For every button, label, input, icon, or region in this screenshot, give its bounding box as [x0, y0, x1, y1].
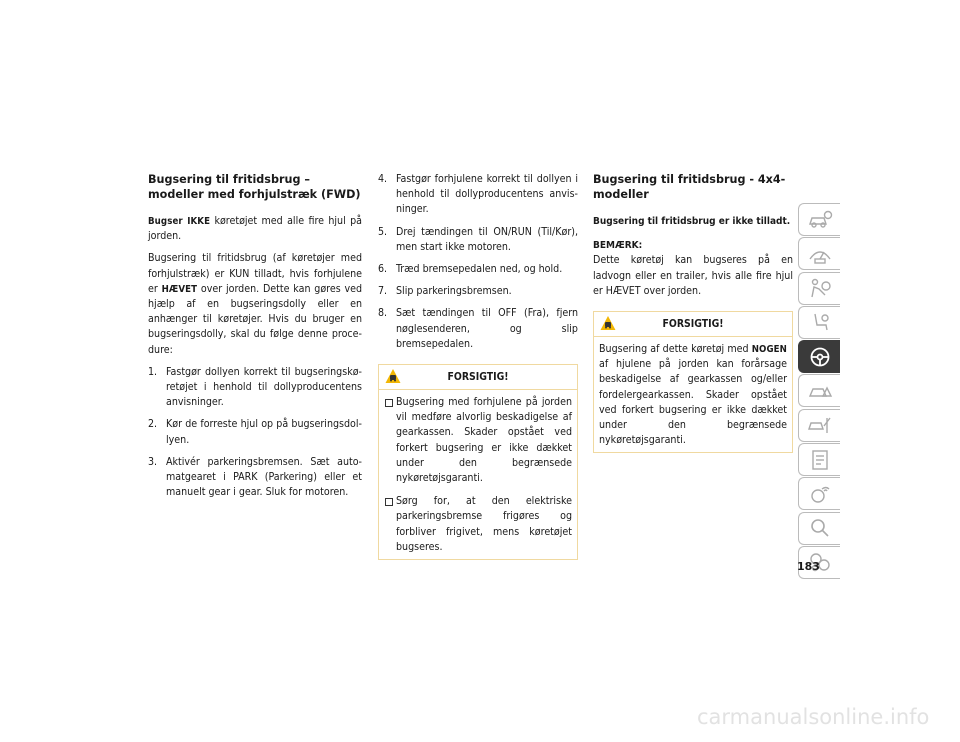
caution-body — [379, 390, 577, 559]
tab-service[interactable] — [798, 409, 840, 442]
paragraph-text: køretøjet med alle fire hjul på jorden. — [148, 215, 362, 243]
step-text: Kør de forreste hjul op på bugseringsdollyen. — [166, 418, 362, 446]
page-number: 183 — [797, 560, 820, 573]
step-number: 8. — [378, 307, 388, 320]
tab-specifications[interactable] — [798, 443, 840, 476]
tab-emergency[interactable] — [798, 374, 840, 407]
caution-box-fwd — [378, 364, 578, 560]
step-text: Slip parkeringsbremsen. — [396, 285, 512, 298]
procedure-step — [148, 455, 362, 501]
tab-seat[interactable] — [798, 306, 840, 339]
procedure-list-part1 — [148, 365, 362, 501]
keyword-haevet: HÆVET — [161, 283, 198, 295]
seat-icon — [807, 311, 833, 333]
emergency-icon — [807, 380, 833, 402]
column-procedure-continued — [378, 172, 578, 560]
caution-body — [594, 337, 792, 452]
subheading-not-allowed: Bugsering til fritidsbrug er ikke tilladt. — [593, 216, 791, 227]
service-icon — [807, 414, 833, 436]
procedure-step — [378, 225, 578, 255]
paragraph-text: Bugsering til fritidsbrug (af køretøjer med forhjulstræk) er KUN tilladt, hvis forhjulene er — [148, 252, 362, 295]
procedure-step — [378, 172, 578, 218]
step-number: 4. — [378, 173, 388, 185]
caution-header — [379, 365, 577, 390]
step-text: Sæt tændingen til OFF (Fra), fjern nøglesenderen, og slip bremsepedalen. — [396, 307, 578, 350]
step-number: 3. — [148, 455, 158, 468]
caution-text-part: af hjulene på jorden kan forårsage beskadigelse af gearkassen og/eller fordelergearkassen. Skader opstået ved forkert bugsering er ikke dækket under den begrænsede nykøretøjsgaranti. — [599, 358, 787, 447]
search-icon — [807, 517, 833, 539]
safety-icon — [807, 277, 833, 299]
tab-index[interactable] — [798, 512, 840, 545]
note-text: Dette køretøj kan bugseres på en ladvogn eller en trailer, hvis alle fire hjul er HÆVET over jorden. — [593, 254, 793, 297]
caution-text: Bugsering med forhjulene på jorden vil medføre alvorlig beskadigelse af gearkassen. Skader opstået ved forkert bugsering er ikke dækket under den begrænsede nykøretøjsgaranti. — [396, 396, 572, 485]
note-label: BEMÆRK: — [593, 240, 643, 252]
checkbox-bullet-icon — [385, 498, 393, 506]
step-text: Fastgør forhjulene korrekt til dollyen i henhold til dollyproducentens anvisninger. — [396, 173, 578, 216]
section-heading-fwd: Bugsering til fritidsbrug – modeller med forhjulstræk (FWD) — [148, 173, 361, 201]
caution-text — [599, 342, 787, 448]
steering-wheel-icon — [807, 346, 833, 368]
step-text: Fastgør dollyen korrekt til bugseringskøretøjet i henhold til dollyproducentens anvisninger. — [166, 365, 362, 409]
tab-multimedia[interactable] — [798, 477, 840, 510]
caution-header — [594, 312, 792, 337]
tab-safety[interactable] — [798, 272, 840, 305]
step-text: Aktivér parkeringsbremsen. Sæt automatgearet i PARK (Parkering) eller et manuelt gear i gear. Sluk for motoren. — [166, 455, 362, 499]
caution-text: Sørg for, at den elektriske parkeringsbremse frigøres og forbliver frigivet, mens køretøjet bugseres. — [396, 495, 572, 553]
chapter-tab-strip — [798, 203, 841, 580]
step-number: 5. — [378, 225, 388, 238]
dashboard-icon — [807, 243, 833, 265]
procedure-step — [148, 417, 362, 447]
procedure-step — [378, 284, 578, 299]
caution-item — [384, 395, 572, 486]
car-info-icon — [807, 209, 833, 231]
procedure-list-part2 — [378, 172, 578, 352]
step-text: Træd bremsepedalen ned, og hold. — [396, 263, 563, 276]
paragraph-text: over jorden. Dette kan gøres ved hjælp af en bugseringsdolly eller en anhænger til køretøjer. Hvis du bruger en bugseringsdolly, skal du følge denne procedure: — [148, 282, 363, 356]
procedure-step — [378, 262, 578, 277]
step-number: 6. — [378, 263, 388, 276]
caution-item — [384, 494, 572, 555]
step-number: 7. — [378, 285, 388, 298]
section-heading-4x4: Bugsering til fritidsbrug - 4x4-modeller — [593, 173, 786, 201]
caution-title: FORSIGTIG! — [447, 371, 509, 384]
watermark: carmanualsonline.info — [697, 705, 930, 729]
caution-box-4x4 — [593, 311, 793, 453]
caution-title: FORSIGTIG! — [662, 318, 724, 331]
multimedia-icon — [807, 483, 833, 505]
paragraph-no-four-wheels — [148, 214, 362, 244]
warning-triangle-icon — [600, 315, 616, 331]
checkbox-bullet-icon — [385, 399, 393, 407]
tab-starting-operating[interactable] — [798, 340, 840, 373]
procedure-step — [148, 365, 362, 411]
paragraph-fwd-rules — [148, 251, 362, 357]
warning-triangle-icon — [385, 368, 401, 384]
tab-dashboard[interactable] — [798, 237, 840, 270]
procedure-step — [378, 306, 578, 352]
step-number: 2. — [148, 418, 158, 431]
caution-text-part: Bugsering af dette køretøj med — [599, 343, 752, 356]
keyword-bugser-ikke: Bugser IKKE — [148, 216, 211, 227]
column-fwd-towing — [148, 172, 362, 507]
step-number: 1. — [148, 365, 158, 378]
tab-car-info[interactable] — [798, 203, 840, 236]
column-4x4-towing — [593, 172, 793, 453]
keyword-nogen: NOGEN — [751, 344, 787, 356]
caution-list — [384, 395, 572, 555]
step-text: Drej tændingen til ON/RUN (Til/Kør), men start ikke motoren. — [396, 225, 578, 253]
specifications-icon — [807, 449, 833, 471]
